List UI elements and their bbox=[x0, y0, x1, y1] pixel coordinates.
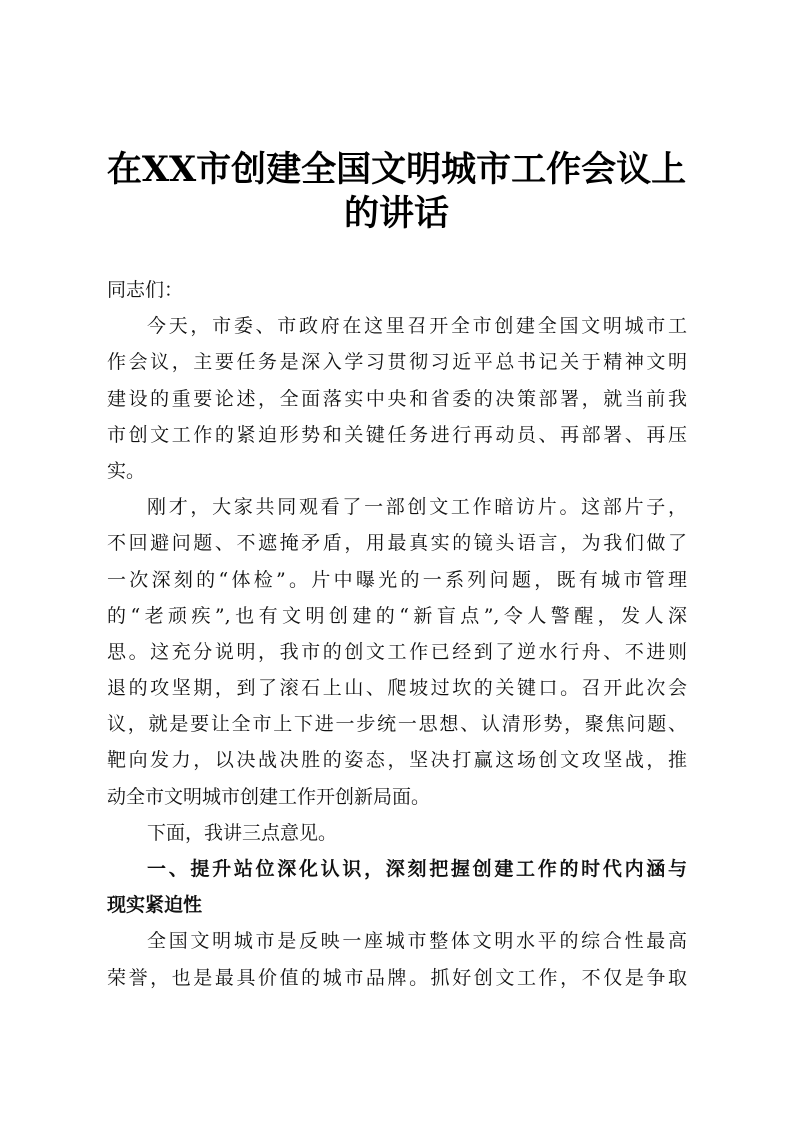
section-heading-line: 现实紧迫性 bbox=[107, 894, 203, 917]
paragraph-line: 不回避问题、不遮掩矛盾，用最真实的镜头语言，为我们做了 bbox=[107, 532, 687, 555]
paragraph-line: 靶向发力，以决战决胜的姿态，坚决打赢这场创文攻坚战，推 bbox=[107, 749, 687, 772]
paragraph-line: 议，就是要让全市上下进一步统一思想、认清形势，聚焦问题、 bbox=[107, 713, 687, 736]
paragraph-line: 刚才，大家共同观看了一部创文工作暗访片。这部片子， bbox=[147, 496, 687, 519]
paragraph-line: 的“老顽疾”,也有文明创建的“新盲点”,令人警醒，发人深 bbox=[107, 604, 687, 627]
paragraph-line: 下面，我讲三点意见。 bbox=[147, 821, 338, 844]
paragraph-line: 建设的重要论述，全面落实中央和省委的决策部署，就当前我 bbox=[107, 387, 687, 410]
paragraph-line: 今天，市委、市政府在这里召开全市创建全国文明城市工 bbox=[147, 315, 687, 338]
paragraph-line: 动全市文明城市创建工作开创新局面。 bbox=[107, 785, 431, 808]
paragraph-line: 一次深刻的“体检”。片中曝光的一系列问题，既有城市管理 bbox=[107, 568, 687, 591]
paragraph-line: 荣誉，也是最具价值的城市品牌。抓好创文工作，不仅是争取 bbox=[107, 966, 687, 989]
document-body bbox=[107, 272, 687, 996]
paragraph-line: 作会议，主要任务是深入学习贯彻习近平总书记关于精神文明 bbox=[107, 351, 687, 374]
section-heading-line: 一、提升站位深化认识，深刻把握创建工作的时代内涵与 bbox=[147, 858, 687, 880]
document-title-line-1: 在XX市创建全国文明城市工作会议上 bbox=[106, 149, 687, 190]
paragraph-line: 全国文明城市是反映一座城市整体文明水平的综合性最高 bbox=[147, 930, 687, 953]
document-title-line-2: 的讲话 bbox=[343, 193, 449, 234]
paragraph-line: 退的攻坚期，到了滚石上山、爬坡过坎的关键口。召开此次会 bbox=[107, 677, 687, 700]
paragraph-line: 思。这充分说明，我市的创文工作已经到了逆水行舟、不进则 bbox=[107, 640, 687, 663]
salutation: 同志们： bbox=[107, 279, 184, 301]
paragraph-line: 实。 bbox=[107, 459, 146, 482]
paragraph-line: 市创文工作的紧迫形势和关键任务进行再动员、再部署、再压 bbox=[107, 423, 687, 446]
